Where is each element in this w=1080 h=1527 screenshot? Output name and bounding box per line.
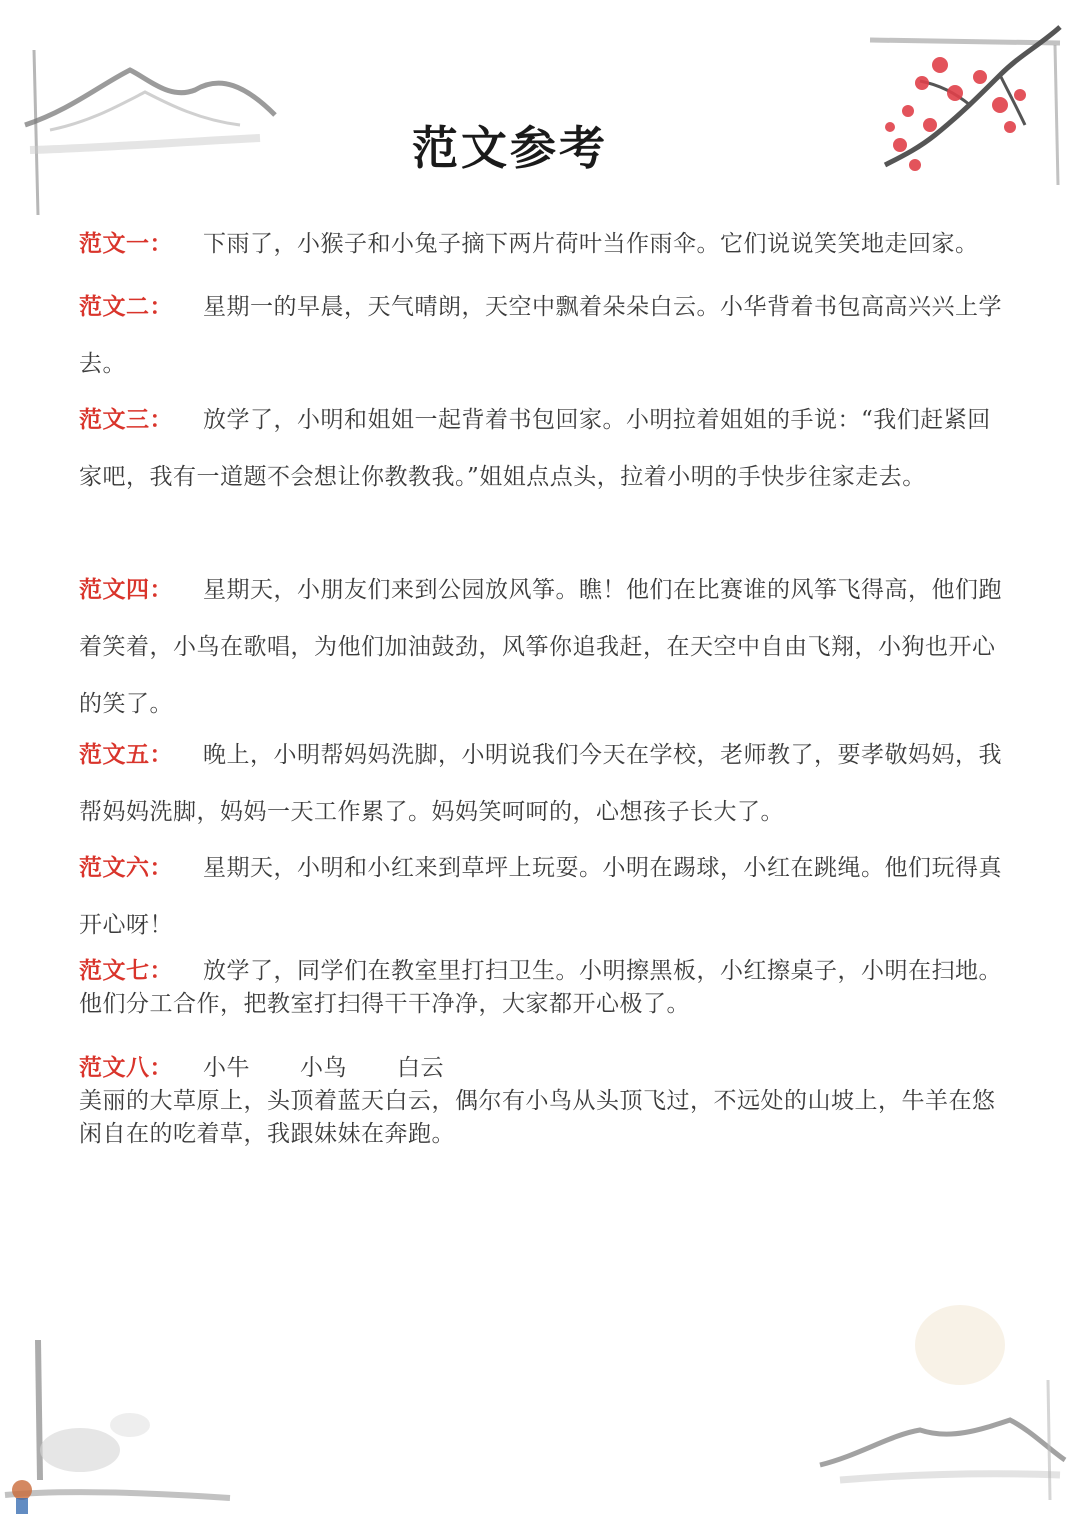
essay-6 xyxy=(79,840,1004,954)
essay-1 xyxy=(79,216,1004,273)
ink-rock-bottom-left xyxy=(0,1330,270,1525)
essay-label: 范文六： xyxy=(79,855,173,881)
essay-2 xyxy=(79,279,1004,393)
essay-text: 放学了，小明和姐姐一起背着书包回家。小明拉着姐姐的手说：“我们赶紧回家吧，我有一道题不会想让你教教我。”姐姐点点头，拉着小明的手快步往家走去。 xyxy=(79,407,991,490)
essay-4 xyxy=(79,562,1004,733)
essay-label: 范文二： xyxy=(79,294,173,320)
ink-mountain-bottom-right xyxy=(810,1290,1070,1505)
page-title: 范文参考 xyxy=(412,121,608,175)
essay-5 xyxy=(79,727,1004,841)
keyword: 小鸟 xyxy=(300,1055,347,1081)
essay-text: 下雨了，小猴子和小兔子摘下两片荷叶当作雨伞。它们说说笑笑地走回家。 xyxy=(203,231,979,257)
essay-7 xyxy=(79,955,1004,1021)
essay-label: 范文七： xyxy=(79,958,173,984)
essay-label: 范文八： xyxy=(79,1055,173,1081)
essay-label: 范文五： xyxy=(79,742,173,768)
essay-3 xyxy=(79,392,1004,506)
essay-text: 晚上，小明帮妈妈洗脚，小明说我们今天在学校，老师教了，要孝敬妈妈，我帮妈妈洗脚，妈妈一天工作累了。妈妈笑呵呵的，心想孩子长大了。 xyxy=(79,742,1002,825)
essay-text: 星期一的早晨，天气晴朗，天空中飘着朵朵白云。小华背着书包高高兴兴上学去。 xyxy=(79,294,1002,377)
essay-8 xyxy=(79,1052,1004,1151)
essay-label: 范文四： xyxy=(79,577,173,603)
essay-label: 范文三： xyxy=(79,407,173,433)
essay-text: 放学了，同学们在教室里打扫卫生。小明擦黑板，小红擦桌子，小明在扫地。他们分工合作，把教室打扫得干干净净，大家都开心极了。 xyxy=(79,958,1002,1017)
essay-text: 美丽的大草原上，头顶着蓝天白云，偶尔有小鸟从头顶飞过，不远处的山坡上，牛羊在悠闲自在的吃着草，我跟妹妹在奔跑。 xyxy=(79,1088,996,1147)
essay-label: 范文一： xyxy=(79,231,173,257)
essay-text: 星期天，小朋友们来到公园放风筝。瞧！他们在比赛谁的风筝飞得高，他们跑着笑着，小鸟在歌唱，为他们加油鼓劲，风筝你追我赶，在天空中自由飞翔，小狗也开心的笑了。 xyxy=(79,577,1002,717)
essay-text: 星期天，小明和小红来到草坪上玩耍。小明在踢球，小红在跳绳。他们玩得真开心呀！ xyxy=(79,855,1002,938)
essay-8-keywords xyxy=(79,1052,1004,1085)
keyword: 白云 xyxy=(397,1055,444,1081)
keyword: 小牛 xyxy=(203,1055,250,1081)
